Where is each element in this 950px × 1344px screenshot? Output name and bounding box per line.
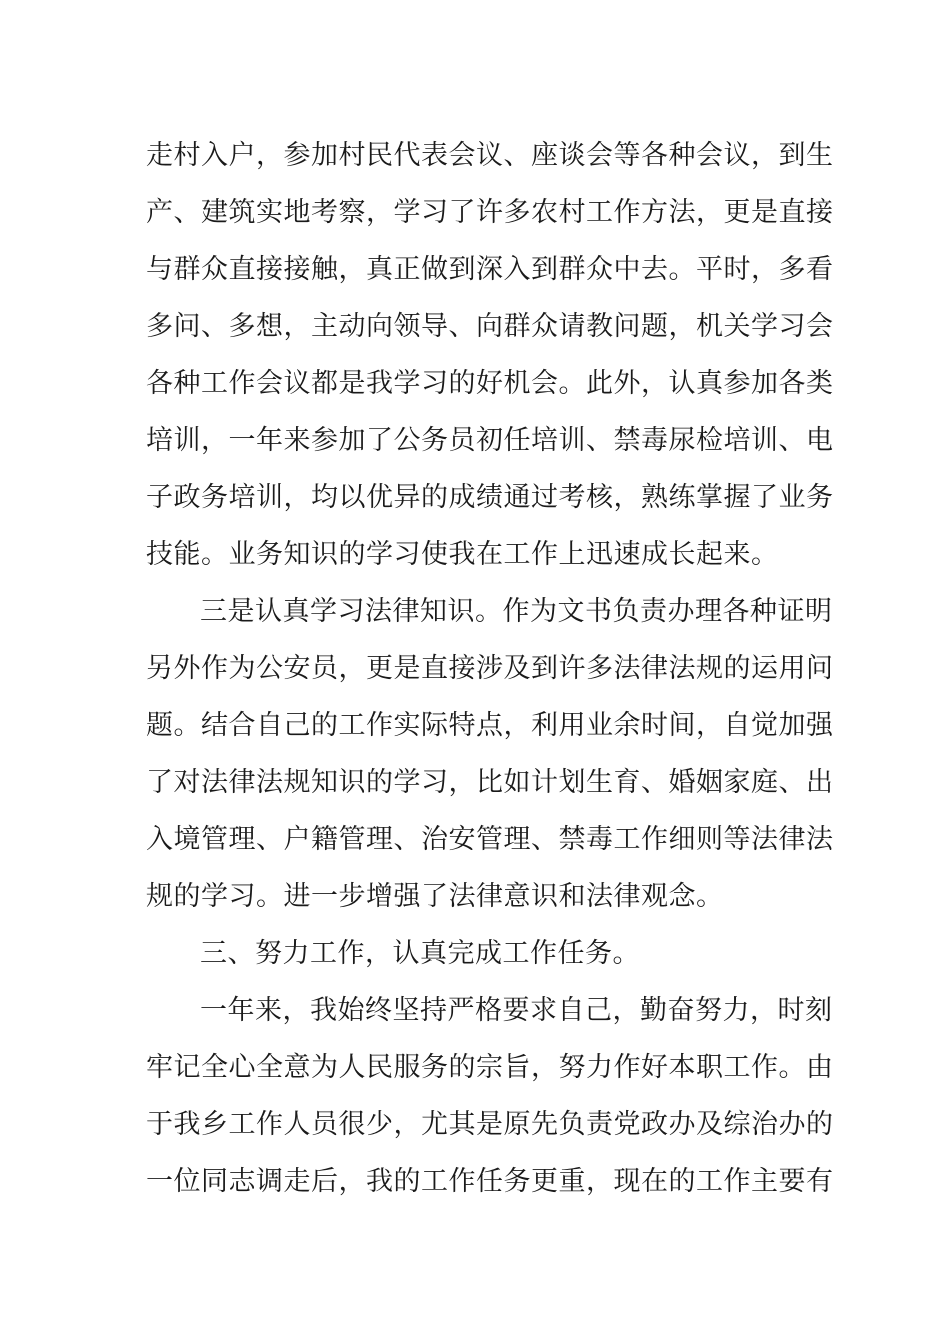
text-line: 规的学习。进一步增强了法律意识和法律观念。	[146, 881, 724, 912]
text-line: 一位同志调走后，我的工作任务更重，现在的工作主要有	[146, 1166, 834, 1197]
text-line: 于我乡工作人员很少，尤其是原先负责党政办及综治办的	[146, 1109, 834, 1140]
text-line: 多问、多想，主动向领导、向群众请教问题，机关学习会	[146, 311, 834, 342]
paragraph-start-line: 一年来，我始终坚持严格要求自己，勤奋努力，时刻	[200, 995, 833, 1026]
text-line: 培训，一年来参加了公务员初任培训、禁毒尿检培训、电	[146, 425, 834, 456]
text-line: 题。结合自己的工作实际特点，利用业余时间，自觉加强	[146, 710, 834, 741]
text-line: 子政务培训，均以优异的成绩通过考核，熟练掌握了业务	[146, 482, 834, 513]
text-line: 入境管理、户籍管理、治安管理、禁毒工作细则等法律法	[146, 824, 834, 855]
text-line: 了对法律法规知识的学习，比如计划生育、婚姻家庭、出	[146, 767, 834, 798]
text-line: 另外作为公安员，更是直接涉及到许多法律法规的运用问	[146, 653, 834, 684]
document-body	[146, 127, 834, 1210]
text-line: 各种工作会议都是我学习的好机会。此外，认真参加各类	[146, 368, 834, 399]
paragraph-start-line: 三是认真学习法律知识。作为文书负责办理各种证明	[200, 596, 833, 627]
text-line: 与群众直接接触，真正做到深入到群众中去。平时，多看	[146, 254, 834, 285]
text-line: 技能。业务知识的学习使我在工作上迅速成长起来。	[146, 539, 779, 570]
text-line: 牢记全心全意为人民服务的宗旨，努力作好本职工作。由	[146, 1052, 834, 1083]
text-line: 走村入户，参加村民代表会议、座谈会等各种会议，到生	[146, 140, 834, 171]
text-line: 产、建筑实地考察，学习了许多农村工作方法，更是直接	[146, 197, 834, 228]
section-heading: 三、努力工作，认真完成工作任务。	[200, 938, 640, 969]
